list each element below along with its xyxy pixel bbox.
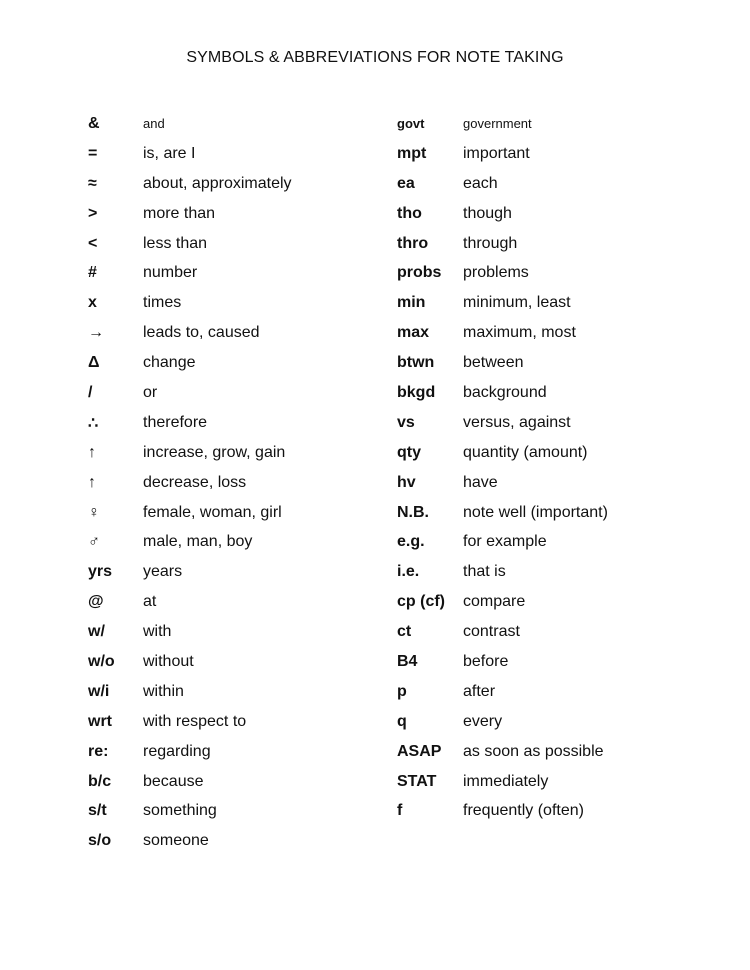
abbreviation-row xyxy=(397,318,727,348)
entry-symbol: < xyxy=(88,234,98,252)
entry-symbol: w/i xyxy=(88,682,110,700)
entry-meaning: government xyxy=(463,116,532,132)
symbol-row xyxy=(88,169,388,199)
abbreviation-row xyxy=(397,796,727,826)
entry-symbol: btwn xyxy=(397,354,435,372)
entry-meaning: each xyxy=(463,174,498,192)
entry-symbol: b/c xyxy=(88,772,112,790)
entry-meaning: more than xyxy=(143,204,216,222)
abbreviation-row xyxy=(397,408,727,438)
entry-symbol: ea xyxy=(397,174,415,192)
entry-meaning: and xyxy=(143,116,165,132)
symbol-row xyxy=(88,617,388,647)
entry-symbol: Δ xyxy=(88,354,100,372)
entry-meaning: because xyxy=(143,772,204,790)
entry-symbol: s/t xyxy=(88,802,107,820)
entry-meaning: or xyxy=(143,383,158,401)
entry-symbol: max xyxy=(397,324,430,342)
symbol-row xyxy=(88,229,388,259)
symbol-row xyxy=(88,796,388,826)
entry-symbol: ASAP xyxy=(397,742,442,760)
entry-symbol: w/o xyxy=(88,652,115,670)
entry-symbol: w/ xyxy=(88,623,105,641)
entry-symbol: vs xyxy=(397,413,415,431)
entry-meaning: that is xyxy=(463,563,506,581)
entry-symbol: / xyxy=(88,383,93,401)
entry-symbol: cp (cf) xyxy=(397,593,445,611)
entry-symbol: > xyxy=(88,204,98,222)
abbreviation-row xyxy=(397,707,727,737)
entry-meaning: someone xyxy=(143,832,209,850)
symbol-row xyxy=(88,378,388,408)
entry-symbol: mpt xyxy=(397,144,427,162)
entry-meaning: within xyxy=(143,682,184,700)
abbreviation-row xyxy=(397,647,727,677)
abbreviation-row xyxy=(397,767,727,797)
entry-symbol: thro xyxy=(397,234,429,252)
symbol-row xyxy=(88,767,388,797)
entry-symbol: ↑ xyxy=(88,443,96,461)
entry-symbol: qty xyxy=(397,443,421,461)
entry-symbol: ↑ xyxy=(88,473,96,491)
symbol-row xyxy=(88,647,388,677)
abbreviation-row xyxy=(397,737,727,767)
entry-meaning: for example xyxy=(463,533,547,551)
entry-meaning: contrast xyxy=(463,623,520,641)
entry-symbol: = xyxy=(88,144,98,162)
entry-symbol: bkgd xyxy=(397,383,436,401)
symbol-row xyxy=(88,707,388,737)
entry-symbol: p xyxy=(397,682,407,700)
abbreviation-row xyxy=(397,348,727,378)
abbreviation-row xyxy=(397,587,727,617)
entry-meaning: every xyxy=(463,712,503,730)
entry-meaning: less than xyxy=(143,234,208,252)
entry-meaning: after xyxy=(463,682,496,700)
symbol-row xyxy=(88,109,388,139)
entry-meaning: between xyxy=(463,354,524,372)
symbol-row xyxy=(88,557,388,587)
entry-meaning: before xyxy=(463,652,509,670)
abbreviation-row xyxy=(397,617,727,647)
symbol-row xyxy=(88,438,388,468)
symbol-row xyxy=(88,348,388,378)
entry-symbol: # xyxy=(88,264,97,282)
entry-meaning: with xyxy=(143,623,172,641)
abbreviation-row xyxy=(397,557,727,587)
symbol-row xyxy=(88,527,388,557)
entry-symbol: yrs xyxy=(88,563,113,581)
abbreviation-row xyxy=(397,229,727,259)
entry-meaning: regarding xyxy=(143,742,211,760)
abbreviation-row xyxy=(397,677,727,707)
entry-symbol: ≈ xyxy=(88,174,97,192)
symbol-row xyxy=(88,408,388,438)
symbol-row xyxy=(88,826,388,856)
entry-meaning: about, approximately xyxy=(143,174,292,192)
entry-symbol: i.e. xyxy=(397,563,420,581)
abbreviation-row xyxy=(397,169,727,199)
symbol-row xyxy=(88,468,388,498)
entry-meaning: something xyxy=(143,802,217,820)
entry-meaning: times xyxy=(143,294,182,312)
entry-symbol: ∴ xyxy=(88,414,99,432)
entry-meaning: background xyxy=(463,383,547,401)
symbols-column xyxy=(88,109,388,856)
entry-symbol: & xyxy=(88,114,100,132)
abbreviation-row xyxy=(397,438,727,468)
abbreviation-row xyxy=(397,468,727,498)
entry-meaning: without xyxy=(143,652,194,670)
entry-meaning: years xyxy=(143,563,183,581)
entry-meaning: minimum, least xyxy=(463,294,571,312)
symbol-row xyxy=(88,677,388,707)
entry-meaning: as soon as possible xyxy=(463,742,604,760)
abbreviation-row xyxy=(397,288,727,318)
entry-meaning: compare xyxy=(463,593,526,611)
symbol-row xyxy=(88,318,388,348)
entry-symbol: N.B. xyxy=(397,503,429,521)
entry-meaning: quantity (amount) xyxy=(463,443,588,461)
page-title: SYMBOLS & ABBREVIATIONS FOR NOTE TAKING xyxy=(186,49,564,66)
entry-symbol: e.g. xyxy=(397,533,425,551)
entry-meaning: though xyxy=(463,204,512,222)
entry-meaning: important xyxy=(463,144,530,162)
abbreviation-row xyxy=(397,498,727,528)
symbol-row xyxy=(88,199,388,229)
entry-symbol: STAT xyxy=(397,772,437,790)
abbreviation-row xyxy=(397,139,727,169)
entry-meaning: with respect to xyxy=(143,712,247,730)
symbol-row xyxy=(88,498,388,528)
entry-meaning: frequently (often) xyxy=(463,802,584,820)
symbol-row xyxy=(88,587,388,617)
entry-symbol: q xyxy=(397,712,407,730)
abbreviation-row xyxy=(397,378,727,408)
entry-symbol: x xyxy=(88,294,97,312)
entry-meaning: female, woman, girl xyxy=(143,503,282,521)
entry-meaning: increase, grow, gain xyxy=(143,443,286,461)
abbreviation-row xyxy=(397,109,727,139)
entry-meaning: versus, against xyxy=(463,413,571,431)
entry-symbol: min xyxy=(397,294,426,312)
entry-symbol: B4 xyxy=(397,652,418,670)
entry-symbol: ♂ xyxy=(88,533,100,551)
symbol-row xyxy=(88,258,388,288)
entry-symbol: hv xyxy=(397,473,416,491)
abbreviation-row xyxy=(397,258,727,288)
entry-symbol: s/o xyxy=(88,832,112,850)
symbol-row xyxy=(88,737,388,767)
entry-meaning: note well (important) xyxy=(463,503,608,521)
abbreviations-column xyxy=(397,109,727,826)
entry-symbol: f xyxy=(397,802,403,820)
entry-meaning: number xyxy=(143,264,198,282)
entry-meaning: immediately xyxy=(463,772,549,790)
entry-meaning: through xyxy=(463,234,518,252)
entry-symbol: → xyxy=(88,324,104,342)
abbreviation-row xyxy=(397,199,727,229)
entry-symbol: probs xyxy=(397,264,442,282)
entry-meaning: have xyxy=(463,473,498,491)
entry-meaning: maximum, most xyxy=(463,324,576,342)
entry-symbol: re: xyxy=(88,742,109,760)
entry-meaning: decrease, loss xyxy=(143,473,247,491)
entry-meaning: male, man, boy xyxy=(143,533,253,551)
entry-meaning: therefore xyxy=(143,413,208,431)
entry-meaning: change xyxy=(143,354,196,372)
entry-meaning: leads to, caused xyxy=(143,324,260,342)
entry-symbol: ct xyxy=(397,623,412,641)
entry-symbol: @ xyxy=(88,593,104,611)
entry-symbol: govt xyxy=(397,116,425,132)
entry-meaning: problems xyxy=(463,264,529,282)
symbol-row xyxy=(88,139,388,169)
entry-symbol: ♀ xyxy=(88,503,100,521)
entry-symbol: tho xyxy=(397,204,422,222)
entry-symbol: wrt xyxy=(88,712,112,730)
abbreviation-row xyxy=(397,527,727,557)
entry-meaning: at xyxy=(143,593,157,611)
entry-meaning: is, are I xyxy=(143,144,196,162)
symbol-row xyxy=(88,288,388,318)
